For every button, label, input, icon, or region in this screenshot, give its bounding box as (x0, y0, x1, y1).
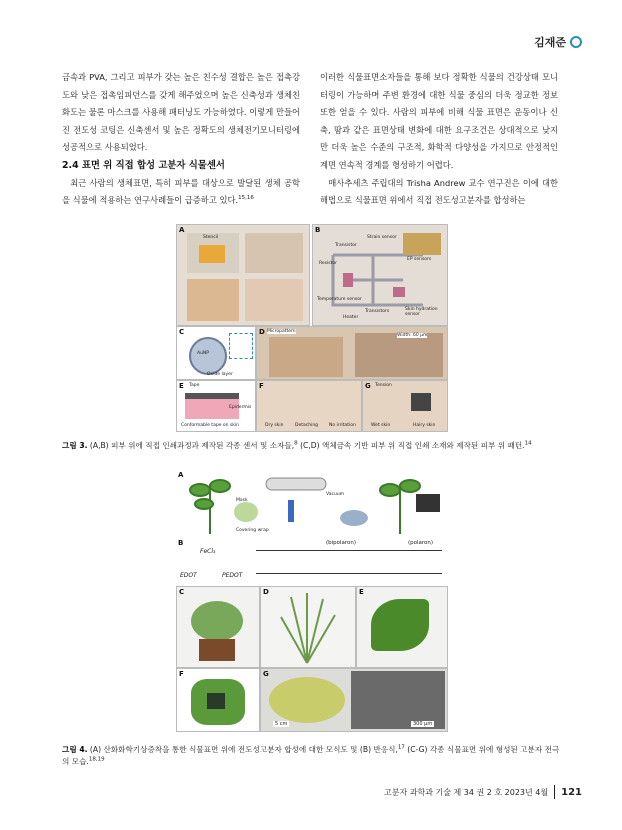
covering-wrap-label: Covering wrap (236, 528, 269, 533)
hand-image (187, 279, 239, 321)
molecule-chain (256, 550, 442, 574)
figure3-panel-c (176, 326, 256, 380)
figure4-panel-c (176, 586, 260, 668)
scale-label: 300 μm (413, 721, 433, 727)
figure3-panel-d (256, 326, 448, 380)
detaching-label: Detaching (295, 423, 319, 428)
airplant-image (261, 587, 355, 667)
reference-superscript: 15,16 (238, 195, 254, 202)
transistor-label: Transistor (335, 243, 357, 248)
bipolaron-label: (bipolaron) (326, 540, 357, 546)
figure4-panel-g (260, 668, 448, 732)
succulent-image (191, 601, 243, 641)
panel-label: A (179, 226, 185, 234)
stencil-label: Stencil (203, 235, 219, 240)
edot-label: EDOT (180, 572, 197, 579)
heater-label: Heater (343, 315, 359, 320)
panel-label: G (263, 670, 269, 678)
caption-text: (A) 산화화학기상증착을 통한 식물표면 위에 전도성고분자 합성에 대한 모식도 및 (B) 반응식, (89, 745, 398, 754)
oxide-layer-label: Oxide layer (207, 372, 233, 377)
reference-superscript: 17 (397, 744, 405, 751)
figure3-caption (62, 440, 562, 452)
reagent-label: FeCl₃ (200, 548, 216, 555)
right-paragraph-2: 매사추세츠 주립대의 Trisha Andrew 교수 연구진은 이에 대한 해법으로 식물표면 위에서 직접 전도성고분자를 합성하는 (320, 177, 558, 206)
figure3-panel-a (176, 224, 310, 326)
panel-label: E (179, 382, 184, 390)
author-name (534, 34, 582, 50)
ep-sensors-label: EP sensors (407, 257, 432, 262)
section-heading: 2.4 표면 위 직접 합성 고분자 식물센서 (62, 159, 225, 171)
tape-label: Tape (189, 383, 200, 388)
width-label: Width: 60 μm (397, 333, 428, 338)
left-paragraph-2 (62, 175, 300, 210)
micropattern-label: Micropattern (267, 329, 296, 334)
page-footer (384, 785, 582, 799)
page-number: 121 (561, 786, 582, 798)
caption-label: 그림 3. (62, 441, 88, 450)
panel-label: C (179, 588, 185, 596)
temperature-sensor-label: Temperature sensor (317, 297, 362, 302)
epidermis-label: Epidermis (229, 405, 252, 410)
figure3-panel-b (312, 224, 448, 326)
resistor-label: Resistor (319, 261, 337, 266)
circle-icon (570, 36, 582, 48)
reference-superscript: 8 (294, 440, 298, 447)
caption-text: (A,B) 피부 위에 직접 인쇄과정과 제작된 각종 센서 및 소자들, (89, 441, 295, 450)
author-text: 김재준 (534, 36, 566, 49)
figure4-panel-e (356, 586, 448, 668)
panel-label: D (259, 328, 265, 336)
polaron-label: (polaron) (408, 540, 434, 546)
panel-label: C (179, 328, 185, 336)
electrode-patch (207, 693, 225, 709)
figure4-panel-b (176, 538, 446, 582)
panel-label: B (315, 226, 321, 234)
hairy-skin-label: Hairy skin (413, 423, 436, 428)
leaf-electrode-image (269, 677, 345, 723)
figure4-panel-d (260, 586, 356, 668)
figure4-caption (62, 744, 562, 767)
right-column (320, 69, 558, 210)
reference-superscript: 18,19 (88, 755, 105, 762)
printing-image (245, 233, 303, 273)
reference-superscript: 14 (524, 440, 532, 447)
panel-label: A (178, 471, 184, 479)
left-paragraph-2-text: 최근 사람의 생체표면, 특히 피부를 대상으로 발달된 생체 공학을 식물에 적용하는 연구사례들이 급증하고 있다. (62, 177, 300, 206)
leaf-image (371, 599, 429, 651)
ocvd-schematic (176, 470, 446, 536)
figure3-panel-g (362, 380, 448, 432)
vacuum-label: Vacuum (326, 492, 345, 497)
arm-image (245, 279, 303, 321)
right-paragraph-1: 이러한 식물표면소자들을 통해 보다 정확한 식물의 건강상태 모니터링이 가능하며 주변 환경에 대한 식물 중심의 더욱 정교한 정보 또한 얻을 수 있다. 사람의 피부에 비해 식물 표면은 운동이나 신축, 땀과 같은 표면상태 변화에 대한 요구조건은 상대적으로 낮지만 더욱 높은 수준의 구조적, 화학적 다양성을 가지므로 안정적인 계면 연속적 경계를 형성하기 어렵다. (320, 72, 558, 170)
figure4-panel-a (176, 470, 446, 536)
conformable-tape-label: Conformable tape on skin (181, 423, 239, 428)
panel-label: F (179, 670, 184, 678)
caption-text-2: (C-G) 각종 식물표면 위에 형성된 고분자 전극의 모습. (62, 745, 560, 766)
wet-skin-label: Wet skin (371, 423, 391, 428)
figure4-panel-f (176, 668, 260, 732)
stencil-patch (199, 245, 225, 263)
strain-sensor-label: Strain sensor (367, 235, 397, 240)
caption-label: 그림 4. (62, 745, 88, 754)
pot-image (199, 639, 235, 661)
micropattern-zoom (355, 333, 443, 377)
figure-3 (176, 224, 448, 432)
journal-info: 고분자 과학과 기술 제 34 권 2 호 2023년 4월 (384, 787, 549, 797)
aunp-label: AuNP (197, 351, 210, 356)
panel-label: E (359, 588, 364, 596)
patch-image (411, 393, 431, 411)
figure3-panel-e (176, 380, 256, 432)
left-column (62, 69, 300, 210)
figure3-panel-f (256, 380, 362, 432)
pedot-label: PEDOT (222, 572, 243, 579)
left-paragraph-1: 금속과 PVA, 그리고 피부가 갖는 높은 친수성 결합은 높은 접촉강도와 낮은 접촉임피던스를 갖게 해주었으며 높은 신축성과 생체친화도는 물론 마스크를 사용해 패터닝도 가능하였다. 이렇게 만들어진 전도성 코팅은 신축센서 및 높은 정확도의 생체전기모니터링에 성공적으로 사용되었다. (62, 72, 300, 153)
dry-skin-label: Dry skin (265, 423, 284, 428)
panel-label: D (263, 588, 269, 596)
no-irritation-label: No irritation (329, 423, 356, 428)
caption-text-2: (C,D) 액체금속 기반 피부 위 직접 인쇄 소재와 제작된 피부 위 패턴. (297, 441, 525, 450)
skin-hydration-sensor-label: Skin hydration sensor (405, 307, 438, 317)
panel-label: G (365, 382, 371, 390)
tension-label: Tension (375, 383, 392, 388)
divider (554, 785, 555, 799)
panel-label: F (259, 382, 264, 390)
aunp-sphere (189, 337, 227, 375)
inset-box (229, 333, 253, 359)
figure-4 (176, 470, 448, 732)
panel-label: B (178, 539, 184, 547)
scale-label: 5 cm (275, 721, 288, 727)
transistors-label: Transistors (365, 309, 390, 314)
palm-image (269, 337, 343, 377)
mask-label: Mask (236, 498, 248, 503)
